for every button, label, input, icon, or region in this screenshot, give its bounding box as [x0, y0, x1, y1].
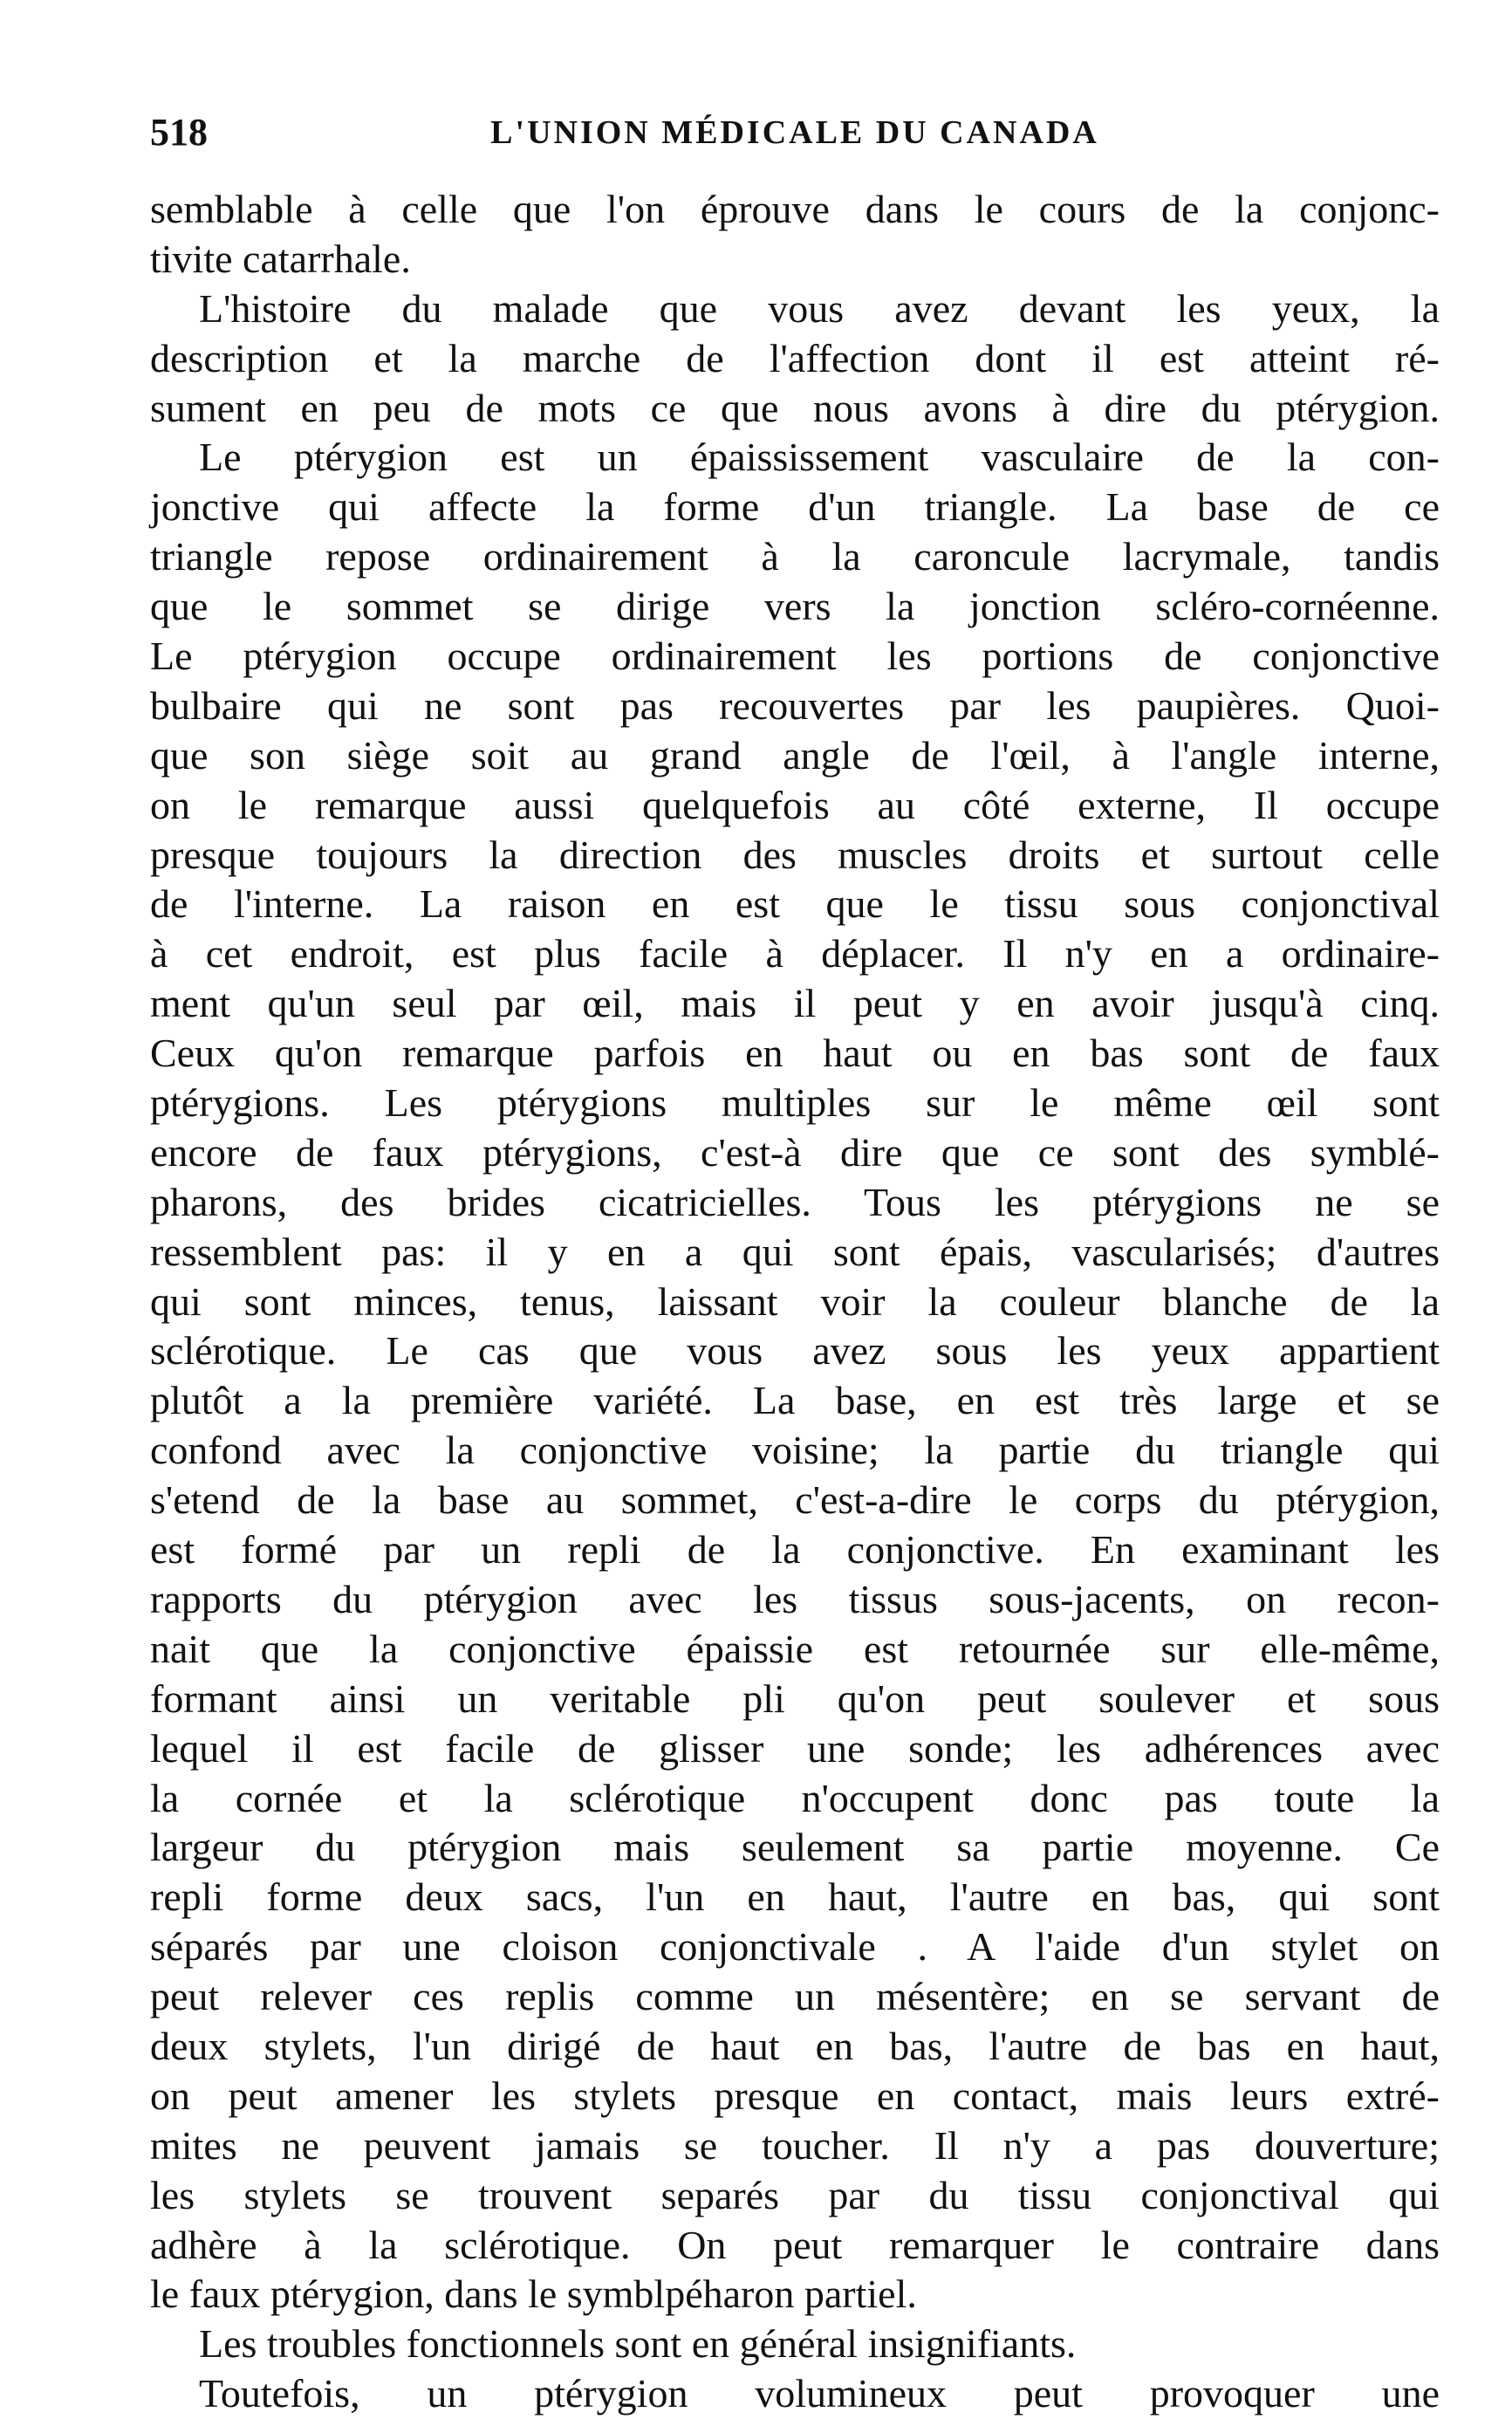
text-line: plutôt a la première variété. La base, en est très large et se [150, 1378, 1440, 1423]
text-line: la cornée et la sclérotique n'occupent donc pas toute la [150, 1775, 1440, 1820]
text-line: sclérotique. Le cas que vous avez sous les yeux appartient [150, 1328, 1440, 1374]
text-line: Le ptérygion occupe ordinairement les portions de conjonctive [150, 634, 1440, 679]
text-line: encore de faux ptérygions, c'est-à dire que ce sont des symblé- [150, 1129, 1440, 1175]
text-line: formant ainsi un veritable pli qu'on peut soulever et sous [150, 1675, 1440, 1721]
text-line: L'histoire du malade que vous avez devant les yeux, la [199, 285, 1440, 331]
text-line: semblable à celle que l'on éprouve dans le cours de la conjonc- [150, 187, 1440, 231]
text-line: tivite catarrhale. [150, 236, 411, 281]
text-line: triangle repose ordinairement à la caroncule lacrymale, tandis [150, 534, 1440, 579]
text-line: s'etend de la base au sommet, c'est-a-dire le corps du ptérygion, [150, 1477, 1440, 1523]
text-line: repli forme deux sacs, l'un en haut, l'autre en bas, qui sont [150, 1874, 1440, 1920]
text-line: ment qu'un seul par œil, mais il peut y en avoir jusqu'à cinq. [150, 981, 1440, 1026]
text-line: à cet endroit, est plus facile à déplacer. Il n'y en a ordinaire- [150, 931, 1440, 977]
text-line: est formé par un repli de la conjonctive. En examinant les [150, 1527, 1440, 1573]
text-line: ptérygions. Les ptérygions multiples sur le même œil sont [150, 1080, 1440, 1126]
text-line: description et la marche de l'affection dont il est atteint ré- [150, 335, 1440, 380]
text-line: Toutefois, un ptérygion volumineux peut provoquer une [199, 2371, 1440, 2416]
text-line: mites ne peuvent jamais se toucher. Il n'y a pas douverture; [150, 2122, 1440, 2168]
text-line: Le ptérygion est un épaississement vasculaire de la con- [199, 435, 1440, 480]
text-line: rapports du ptérygion avec les tissus sous-jacents, on recon- [150, 1576, 1440, 1621]
body-text [150, 185, 1440, 2419]
text-line: les stylets se trouvent separés par du tissu conjonctival qui [150, 2172, 1440, 2217]
text-line: sument en peu de mots ce que nous avons à dire du ptérygion. [150, 385, 1440, 430]
text-line: deux stylets, l'un dirigé de haut en bas, l'autre de bas en haut, [150, 2023, 1440, 2068]
text-line: peut relever ces replis comme un mésentère; en se servant de [150, 1974, 1440, 2019]
text-line: de l'interne. La raison en est que le tissu sous conjonctival [150, 881, 1440, 927]
text-line: confond avec la conjonctive voisine; la partie du triangle qui [150, 1428, 1440, 1473]
text-line: presque toujours la direction des muscles droits et surtout celle [150, 832, 1440, 877]
text-line: lequel il est facile de glisser une sonde; les adhérences avec [150, 1725, 1440, 1771]
text-line: Ceux qu'on remarque parfois en haut ou en bas sont de faux [150, 1031, 1440, 1076]
running-head: L'UNION MÉDICALE DU CANADA [490, 114, 1099, 151]
text-line: on le remarque aussi quelquefois au côté externe, Il occupe [150, 782, 1440, 827]
page-number: 518 [150, 111, 208, 154]
text-line: jonctive qui affecte la forme d'un triangle. La base de ce [150, 484, 1440, 530]
text-line: largeur du ptérygion mais seulement sa partie moyenne. Ce [150, 1825, 1440, 1870]
text-line: pharons, des brides cicatricielles. Tous les ptérygions ne se [150, 1179, 1440, 1224]
text-line: nait que la conjonctive épaissie est retournée sur elle-même, [150, 1626, 1440, 1671]
text-line: que son siège soit au grand angle de l'œil, à l'angle interne, [150, 732, 1440, 778]
text-line: Les troubles fonctionnels sont en général insignifiants. [199, 2321, 1077, 2367]
text-line: on peut amener les stylets presque en contact, mais leurs extré- [150, 2073, 1440, 2118]
text-line: que le sommet se dirige vers la jonction scléro-cornéenne. [150, 584, 1440, 629]
page-header [150, 106, 1440, 159]
text-line: ressemblent pas: il y en a qui sont épais, vascularisés; d'autres [150, 1229, 1440, 1274]
text-line: qui sont minces, tenus, laissant voir la couleur blanche de la [150, 1278, 1440, 1324]
text-line: adhère à la sclérotique. On peut remarquer le contraire dans [150, 2222, 1440, 2267]
text-line: bulbaire qui ne sont pas recouvertes par les paupières. Quoi- [150, 682, 1440, 728]
text-line: le faux ptérygion, dans le symblpéharon partiel. [150, 2272, 917, 2317]
text-line: séparés par une cloison conjonctivale . A l'aide d'un stylet on [150, 1924, 1440, 1970]
